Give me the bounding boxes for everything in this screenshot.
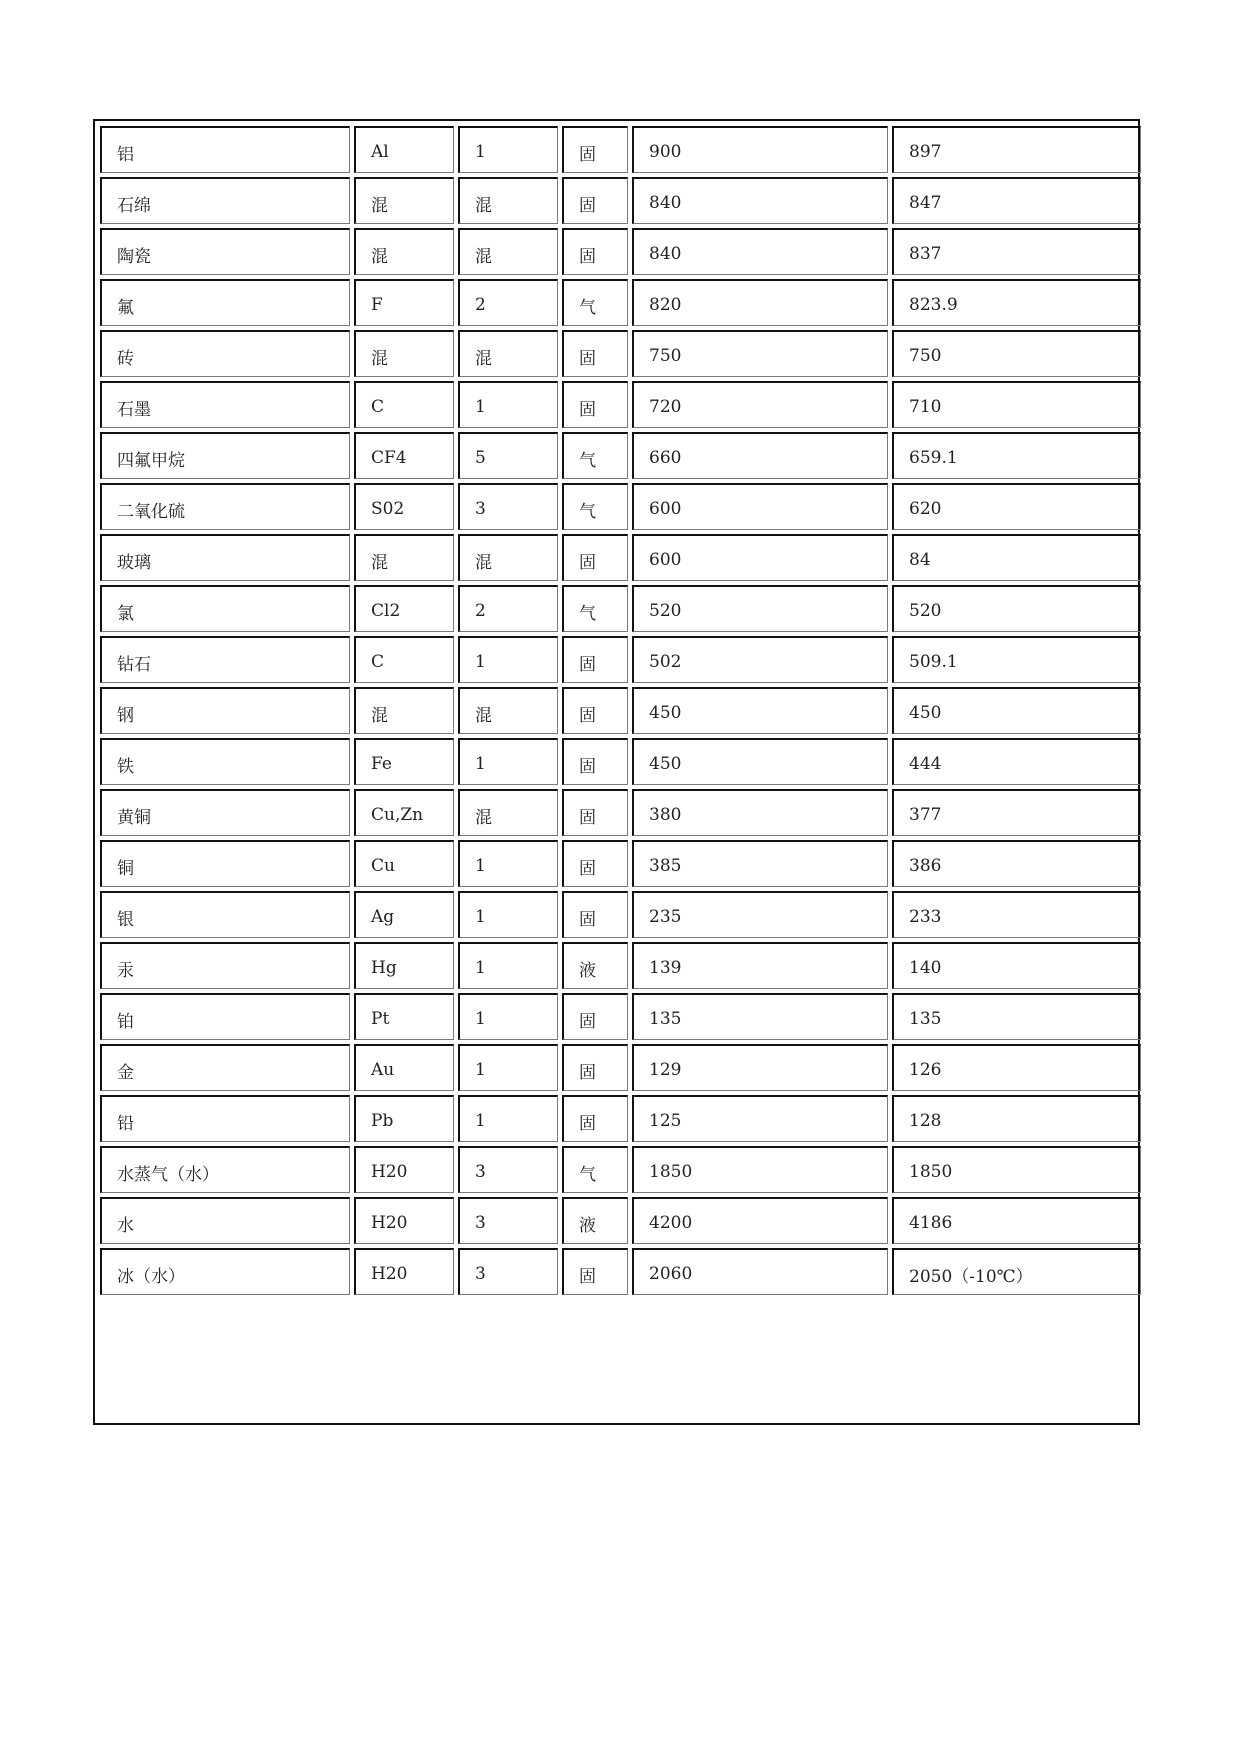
table-row bbox=[100, 1146, 1141, 1193]
phase-cell: 固 bbox=[562, 687, 628, 734]
table-row bbox=[100, 636, 1141, 683]
substance-name-cell: 金 bbox=[100, 1044, 350, 1091]
phase-cell: 固 bbox=[562, 891, 628, 938]
atom-count-cell: 2 bbox=[458, 279, 558, 326]
table-row bbox=[100, 942, 1141, 989]
table-body bbox=[100, 126, 1141, 1295]
reference-value-cell: 140 bbox=[892, 942, 1141, 989]
chemical-formula-cell: Cu,Zn bbox=[354, 789, 454, 836]
atom-count-cell: 1 bbox=[458, 1095, 558, 1142]
chemical-formula-cell: 混 bbox=[354, 228, 454, 275]
phase-cell: 固 bbox=[562, 228, 628, 275]
heat-capacity-value-cell: 720 bbox=[632, 381, 888, 428]
reference-value-cell: 444 bbox=[892, 738, 1141, 785]
specific-heat-table-frame bbox=[93, 119, 1140, 1425]
substance-name-cell: 铅 bbox=[100, 1095, 350, 1142]
reference-value-cell: 450 bbox=[892, 687, 1141, 734]
phase-cell: 气 bbox=[562, 1146, 628, 1193]
table-row bbox=[100, 483, 1141, 530]
reference-value-cell: 750 bbox=[892, 330, 1141, 377]
table-row bbox=[100, 891, 1141, 938]
atom-count-cell: 混 bbox=[458, 228, 558, 275]
table-row bbox=[100, 585, 1141, 632]
atom-count-cell: 1 bbox=[458, 1044, 558, 1091]
table-row bbox=[100, 789, 1141, 836]
phase-cell: 固 bbox=[562, 1095, 628, 1142]
table-row bbox=[100, 1044, 1141, 1091]
chemical-formula-cell: H20 bbox=[354, 1248, 454, 1295]
phase-cell: 气 bbox=[562, 483, 628, 530]
phase-cell: 固 bbox=[562, 381, 628, 428]
phase-cell: 固 bbox=[562, 1248, 628, 1295]
substance-name-cell: 汞 bbox=[100, 942, 350, 989]
phase-cell: 固 bbox=[562, 789, 628, 836]
chemical-formula-cell: Cl2 bbox=[354, 585, 454, 632]
table-row bbox=[100, 993, 1141, 1040]
reference-value-cell: 847 bbox=[892, 177, 1141, 224]
reference-value-cell: 4186 bbox=[892, 1197, 1141, 1244]
heat-capacity-value-cell: 840 bbox=[632, 228, 888, 275]
phase-cell: 固 bbox=[562, 1044, 628, 1091]
heat-capacity-value-cell: 502 bbox=[632, 636, 888, 683]
reference-value-cell: 620 bbox=[892, 483, 1141, 530]
table-row bbox=[100, 126, 1141, 173]
table-row bbox=[100, 228, 1141, 275]
chemical-formula-cell: C bbox=[354, 381, 454, 428]
heat-capacity-value-cell: 600 bbox=[632, 534, 888, 581]
atom-count-cell: 1 bbox=[458, 993, 558, 1040]
chemical-formula-cell: H20 bbox=[354, 1146, 454, 1193]
atom-count-cell: 混 bbox=[458, 330, 558, 377]
phase-cell: 固 bbox=[562, 177, 628, 224]
substance-name-cell: 钻石 bbox=[100, 636, 350, 683]
atom-count-cell: 混 bbox=[458, 687, 558, 734]
heat-capacity-value-cell: 1850 bbox=[632, 1146, 888, 1193]
chemical-formula-cell: 混 bbox=[354, 534, 454, 581]
table-row bbox=[100, 1197, 1141, 1244]
table-row bbox=[100, 534, 1141, 581]
phase-cell: 固 bbox=[562, 738, 628, 785]
atom-count-cell: 5 bbox=[458, 432, 558, 479]
reference-value-cell: 837 bbox=[892, 228, 1141, 275]
atom-count-cell: 1 bbox=[458, 126, 558, 173]
heat-capacity-value-cell: 385 bbox=[632, 840, 888, 887]
table-row bbox=[100, 177, 1141, 224]
heat-capacity-value-cell: 450 bbox=[632, 738, 888, 785]
substance-name-cell: 水 bbox=[100, 1197, 350, 1244]
atom-count-cell: 1 bbox=[458, 942, 558, 989]
substance-name-cell: 铂 bbox=[100, 993, 350, 1040]
reference-value-cell: 386 bbox=[892, 840, 1141, 887]
reference-value-cell: 823.9 bbox=[892, 279, 1141, 326]
heat-capacity-value-cell: 660 bbox=[632, 432, 888, 479]
table-row bbox=[100, 279, 1141, 326]
heat-capacity-value-cell: 450 bbox=[632, 687, 888, 734]
phase-cell: 气 bbox=[562, 432, 628, 479]
heat-capacity-value-cell: 4200 bbox=[632, 1197, 888, 1244]
atom-count-cell: 1 bbox=[458, 891, 558, 938]
atom-count-cell: 3 bbox=[458, 1248, 558, 1295]
chemical-formula-cell: 混 bbox=[354, 177, 454, 224]
reference-value-cell: 509.1 bbox=[892, 636, 1141, 683]
phase-cell: 气 bbox=[562, 279, 628, 326]
table-row bbox=[100, 687, 1141, 734]
chemical-formula-cell: S02 bbox=[354, 483, 454, 530]
reference-value-cell: 710 bbox=[892, 381, 1141, 428]
phase-cell: 固 bbox=[562, 330, 628, 377]
phase-cell: 固 bbox=[562, 636, 628, 683]
substance-name-cell: 玻璃 bbox=[100, 534, 350, 581]
phase-cell: 固 bbox=[562, 993, 628, 1040]
chemical-formula-cell: Ag bbox=[354, 891, 454, 938]
reference-value-cell: 2050（-10℃） bbox=[892, 1248, 1141, 1295]
chemical-formula-cell: Cu bbox=[354, 840, 454, 887]
chemical-formula-cell: CF4 bbox=[354, 432, 454, 479]
heat-capacity-value-cell: 2060 bbox=[632, 1248, 888, 1295]
chemical-formula-cell: Al bbox=[354, 126, 454, 173]
heat-capacity-value-cell: 840 bbox=[632, 177, 888, 224]
substance-name-cell: 铝 bbox=[100, 126, 350, 173]
specific-heat-table bbox=[96, 122, 1145, 1299]
reference-value-cell: 126 bbox=[892, 1044, 1141, 1091]
chemical-formula-cell: Hg bbox=[354, 942, 454, 989]
atom-count-cell: 1 bbox=[458, 636, 558, 683]
substance-name-cell: 水蒸气（水） bbox=[100, 1146, 350, 1193]
reference-value-cell: 1850 bbox=[892, 1146, 1141, 1193]
heat-capacity-value-cell: 750 bbox=[632, 330, 888, 377]
substance-name-cell: 二氧化硫 bbox=[100, 483, 350, 530]
table-row bbox=[100, 432, 1141, 479]
substance-name-cell: 氟 bbox=[100, 279, 350, 326]
reference-value-cell: 233 bbox=[892, 891, 1141, 938]
phase-cell: 固 bbox=[562, 840, 628, 887]
atom-count-cell: 1 bbox=[458, 840, 558, 887]
table-row bbox=[100, 738, 1141, 785]
atom-count-cell: 2 bbox=[458, 585, 558, 632]
heat-capacity-value-cell: 900 bbox=[632, 126, 888, 173]
substance-name-cell: 铁 bbox=[100, 738, 350, 785]
reference-value-cell: 128 bbox=[892, 1095, 1141, 1142]
atom-count-cell: 1 bbox=[458, 381, 558, 428]
chemical-formula-cell: 混 bbox=[354, 687, 454, 734]
heat-capacity-value-cell: 820 bbox=[632, 279, 888, 326]
atom-count-cell: 1 bbox=[458, 738, 558, 785]
substance-name-cell: 石绵 bbox=[100, 177, 350, 224]
substance-name-cell: 银 bbox=[100, 891, 350, 938]
table-row bbox=[100, 1095, 1141, 1142]
chemical-formula-cell: Fe bbox=[354, 738, 454, 785]
substance-name-cell: 黄铜 bbox=[100, 789, 350, 836]
table-row bbox=[100, 840, 1141, 887]
chemical-formula-cell: C bbox=[354, 636, 454, 683]
atom-count-cell: 混 bbox=[458, 534, 558, 581]
chemical-formula-cell: Pb bbox=[354, 1095, 454, 1142]
heat-capacity-value-cell: 125 bbox=[632, 1095, 888, 1142]
atom-count-cell: 混 bbox=[458, 789, 558, 836]
chemical-formula-cell: Pt bbox=[354, 993, 454, 1040]
reference-value-cell: 897 bbox=[892, 126, 1141, 173]
phase-cell: 固 bbox=[562, 534, 628, 581]
atom-count-cell: 3 bbox=[458, 1146, 558, 1193]
substance-name-cell: 四氟甲烷 bbox=[100, 432, 350, 479]
chemical-formula-cell: Au bbox=[354, 1044, 454, 1091]
heat-capacity-value-cell: 129 bbox=[632, 1044, 888, 1091]
phase-cell: 固 bbox=[562, 126, 628, 173]
substance-name-cell: 陶瓷 bbox=[100, 228, 350, 275]
phase-cell: 气 bbox=[562, 585, 628, 632]
reference-value-cell: 135 bbox=[892, 993, 1141, 1040]
phase-cell: 液 bbox=[562, 942, 628, 989]
atom-count-cell: 3 bbox=[458, 1197, 558, 1244]
chemical-formula-cell: H20 bbox=[354, 1197, 454, 1244]
substance-name-cell: 冰（水） bbox=[100, 1248, 350, 1295]
table-row bbox=[100, 1248, 1141, 1295]
heat-capacity-value-cell: 139 bbox=[632, 942, 888, 989]
heat-capacity-value-cell: 135 bbox=[632, 993, 888, 1040]
reference-value-cell: 520 bbox=[892, 585, 1141, 632]
heat-capacity-value-cell: 600 bbox=[632, 483, 888, 530]
heat-capacity-value-cell: 380 bbox=[632, 789, 888, 836]
atom-count-cell: 3 bbox=[458, 483, 558, 530]
reference-value-cell: 659.1 bbox=[892, 432, 1141, 479]
substance-name-cell: 砖 bbox=[100, 330, 350, 377]
atom-count-cell: 混 bbox=[458, 177, 558, 224]
reference-value-cell: 377 bbox=[892, 789, 1141, 836]
heat-capacity-value-cell: 235 bbox=[632, 891, 888, 938]
chemical-formula-cell: F bbox=[354, 279, 454, 326]
substance-name-cell: 钢 bbox=[100, 687, 350, 734]
table-row bbox=[100, 330, 1141, 377]
substance-name-cell: 石墨 bbox=[100, 381, 350, 428]
heat-capacity-value-cell: 520 bbox=[632, 585, 888, 632]
substance-name-cell: 铜 bbox=[100, 840, 350, 887]
reference-value-cell: 84 bbox=[892, 534, 1141, 581]
phase-cell: 液 bbox=[562, 1197, 628, 1244]
table-row bbox=[100, 381, 1141, 428]
chemical-formula-cell: 混 bbox=[354, 330, 454, 377]
substance-name-cell: 氯 bbox=[100, 585, 350, 632]
